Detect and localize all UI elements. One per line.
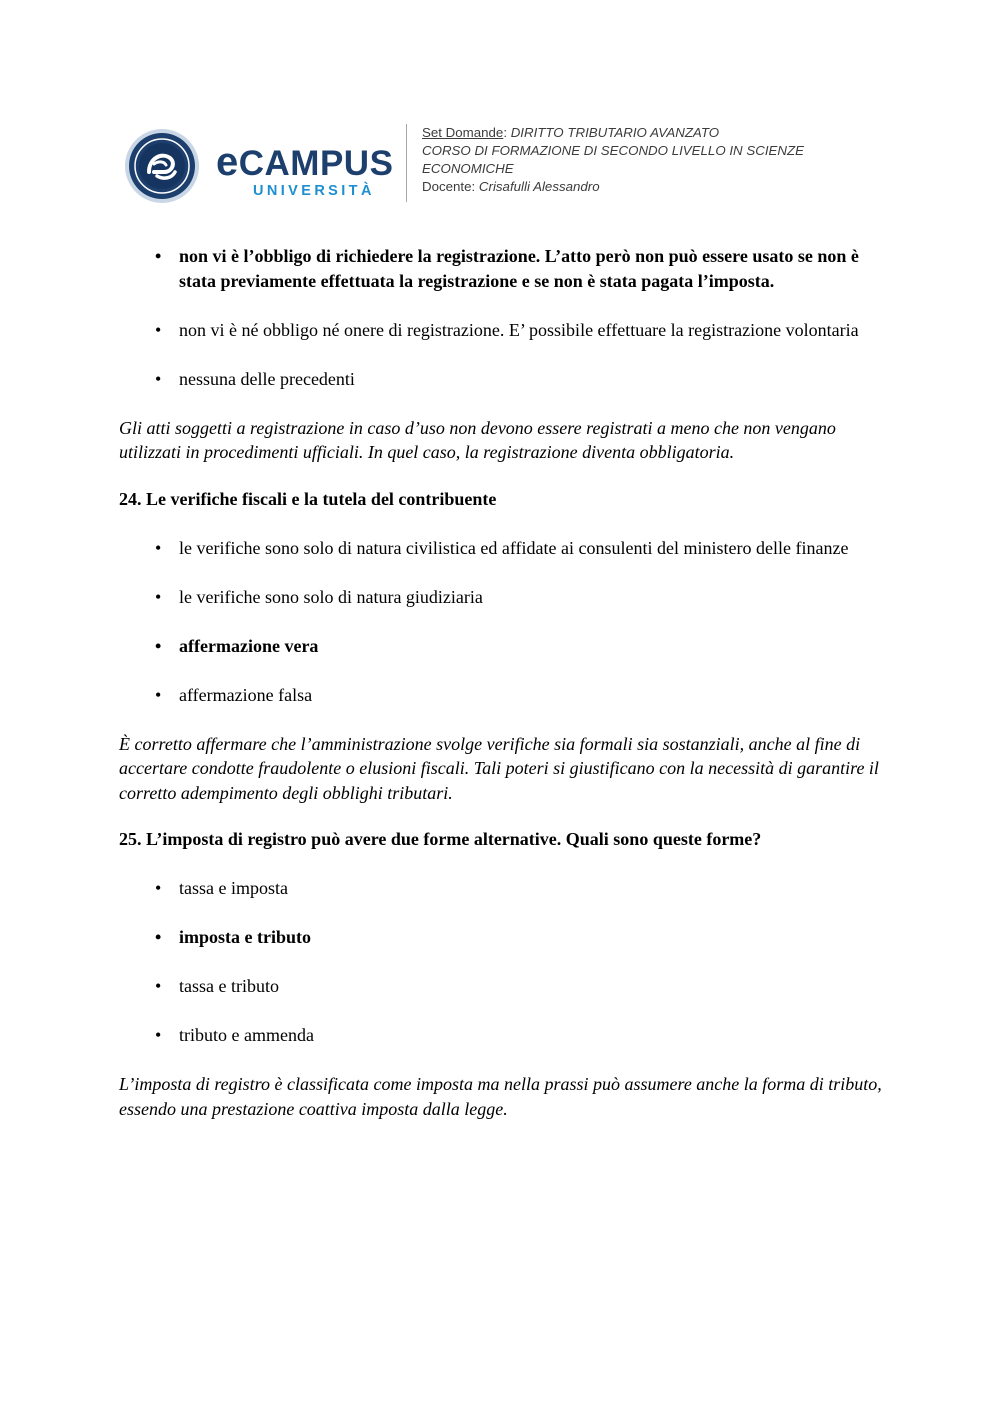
question-24-options — [119, 536, 889, 708]
list-item: • affermazione vera — [155, 635, 319, 656]
teacher-value: Crisafulli Alessandro — [478, 179, 600, 194]
question-24-title: 24. Le verifiche fiscali e la tutela del contribuente — [119, 488, 497, 509]
list-item: • le verifiche sono solo di natura giudiziaria — [155, 586, 483, 607]
ecampus-emblem-icon — [124, 128, 200, 204]
logo-wordmark: eCAMPUS — [216, 140, 394, 184]
question-25-title: 25. L’imposta di registro può avere due forme alternative. Quali sono queste forme? — [119, 829, 762, 849]
question-25-options — [119, 876, 889, 1048]
list-item: • non vi è l’obbligo di richiedere la registrazione. L’atto però non può essere usato se non è stata previamente effettuata la registrazione e se non è stata pagata l’imposta. — [155, 246, 859, 291]
question-25-explanation: L’imposta di registro è classificata come imposta ma nella prassi può assumere anche la forma di tributo, essendo una prestazione coattiva imposta dalla legge. — [119, 1074, 882, 1119]
set-label: Set Domande — [422, 125, 504, 140]
list-item: • tassa e tributo — [155, 976, 279, 996]
set-value: DIRITTO TRIBUTARIO AVANZATO — [510, 125, 720, 140]
prev-question-explanation: Gli atti soggetti a registrazione in caso d’uso non devono essere registrati a meno che non vengano utilizzati in procedimenti ufficiali. In quel caso, la registrazione diventa obbligatoria. — [119, 417, 836, 462]
header-divider — [406, 124, 407, 202]
list-item: • tassa e imposta — [155, 878, 288, 898]
course-line-1: CORSO DI FORMAZIONE DI SECONDO LIVELLO IN SCIENZE — [422, 143, 804, 158]
list-item: • imposta e tributo — [155, 927, 311, 947]
set-line: Set Domande: DIRITTO TRIBUTARIO AVANZATO — [422, 125, 720, 140]
list-item: • non vi è né obbligo né onere di registrazione. E’ possibile effettuare la registrazione volontaria — [155, 319, 859, 340]
teacher-label: Docente — [422, 179, 472, 194]
list-item: • le verifiche sono solo di natura civilistica ed affidate ai consulenti del ministero delle finanze — [155, 537, 849, 558]
document-body — [119, 244, 889, 1143]
prev-question-options — [119, 244, 889, 391]
teacher-line: Docente: Crisafulli Alessandro — [422, 179, 600, 194]
question-24-explanation: È corretto affermare che l’amministrazione svolge verifiche sia formali sia sostanziali, anche al fine di accertare condotte fraudolente o elusioni fiscali. Tali poteri si giustificano con la necessità di garantire il corretto adempimento degli obblighi tributari. — [119, 733, 879, 803]
course-info — [422, 124, 892, 196]
page-header — [120, 118, 900, 208]
list-item: • tributo e ammenda — [155, 1025, 314, 1045]
list-item: • nessuna delle precedenti — [155, 368, 355, 389]
ecampus-logo — [120, 124, 400, 204]
logo-subtitle: UNIVERSITÀ — [253, 183, 375, 199]
list-item: • affermazione falsa — [155, 684, 313, 705]
course-line-2: ECONOMICHE — [422, 161, 514, 176]
